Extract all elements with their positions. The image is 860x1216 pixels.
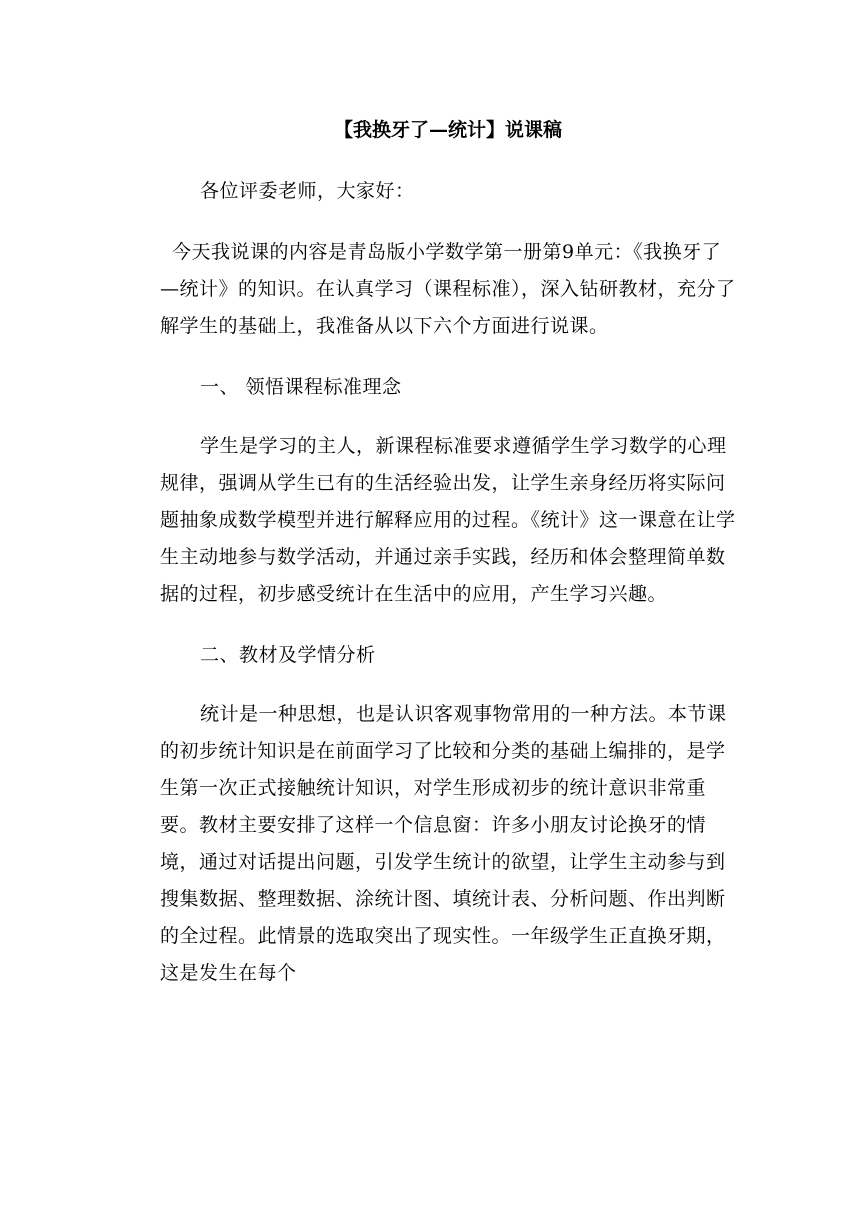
- section-paragraph-2: 统计是一种思想，也是认识客观事物常用的一种方法。本节课的初步统计知识是在前面学习了比较和分类的基础上编排的，是学生第一次正式接触统计知识，对学生形成初步的统计意识非常重要。教材主要安排了这样一个信息窗：许多小朋友讨论换牙的情境，通过对话提出问题，引发学生统计的欲望，让学生主动参与到搜集数据、整理数据、涂统计图、填统计表、分析问题、作出判断的全过程。此情景的选取突出了现实性。一年级学生正直换牙期，这是发生在每个: [160, 703, 727, 984]
- document-body: [160, 112, 736, 992]
- section-paragraph-1: 学生是学习的主人，新课程标准要求遵循学生学习数学的心理规律，强调从学生已有的生活经验出发，让学生亲身经历将实际问题抽象成数学模型并进行解释应用的过程。《统计》这一课意在让学生主动地参与数学活动，并通过亲手实践，经历和体会整理简单数据的过程，初步感受统计在生活中的应用，产生学习兴趣。: [160, 435, 736, 605]
- section-heading-2: 二、教材及学情分析: [200, 644, 376, 666]
- intro-paragraph: 今天我说课的内容是青岛版小学数学第一册第9单元：《我换牙了—统计》的知识。在认真学习（课程标准），深入钻研教材，充分了解学生的基础上，我准备从以下六个方面进行说课。: [160, 241, 736, 337]
- document-title: 【我换牙了—统计】说课稿: [333, 119, 562, 141]
- section-heading-1: 一、 领悟课程标准理念: [200, 376, 402, 398]
- greeting-line: 各位评委老师，大家好：: [200, 180, 415, 202]
